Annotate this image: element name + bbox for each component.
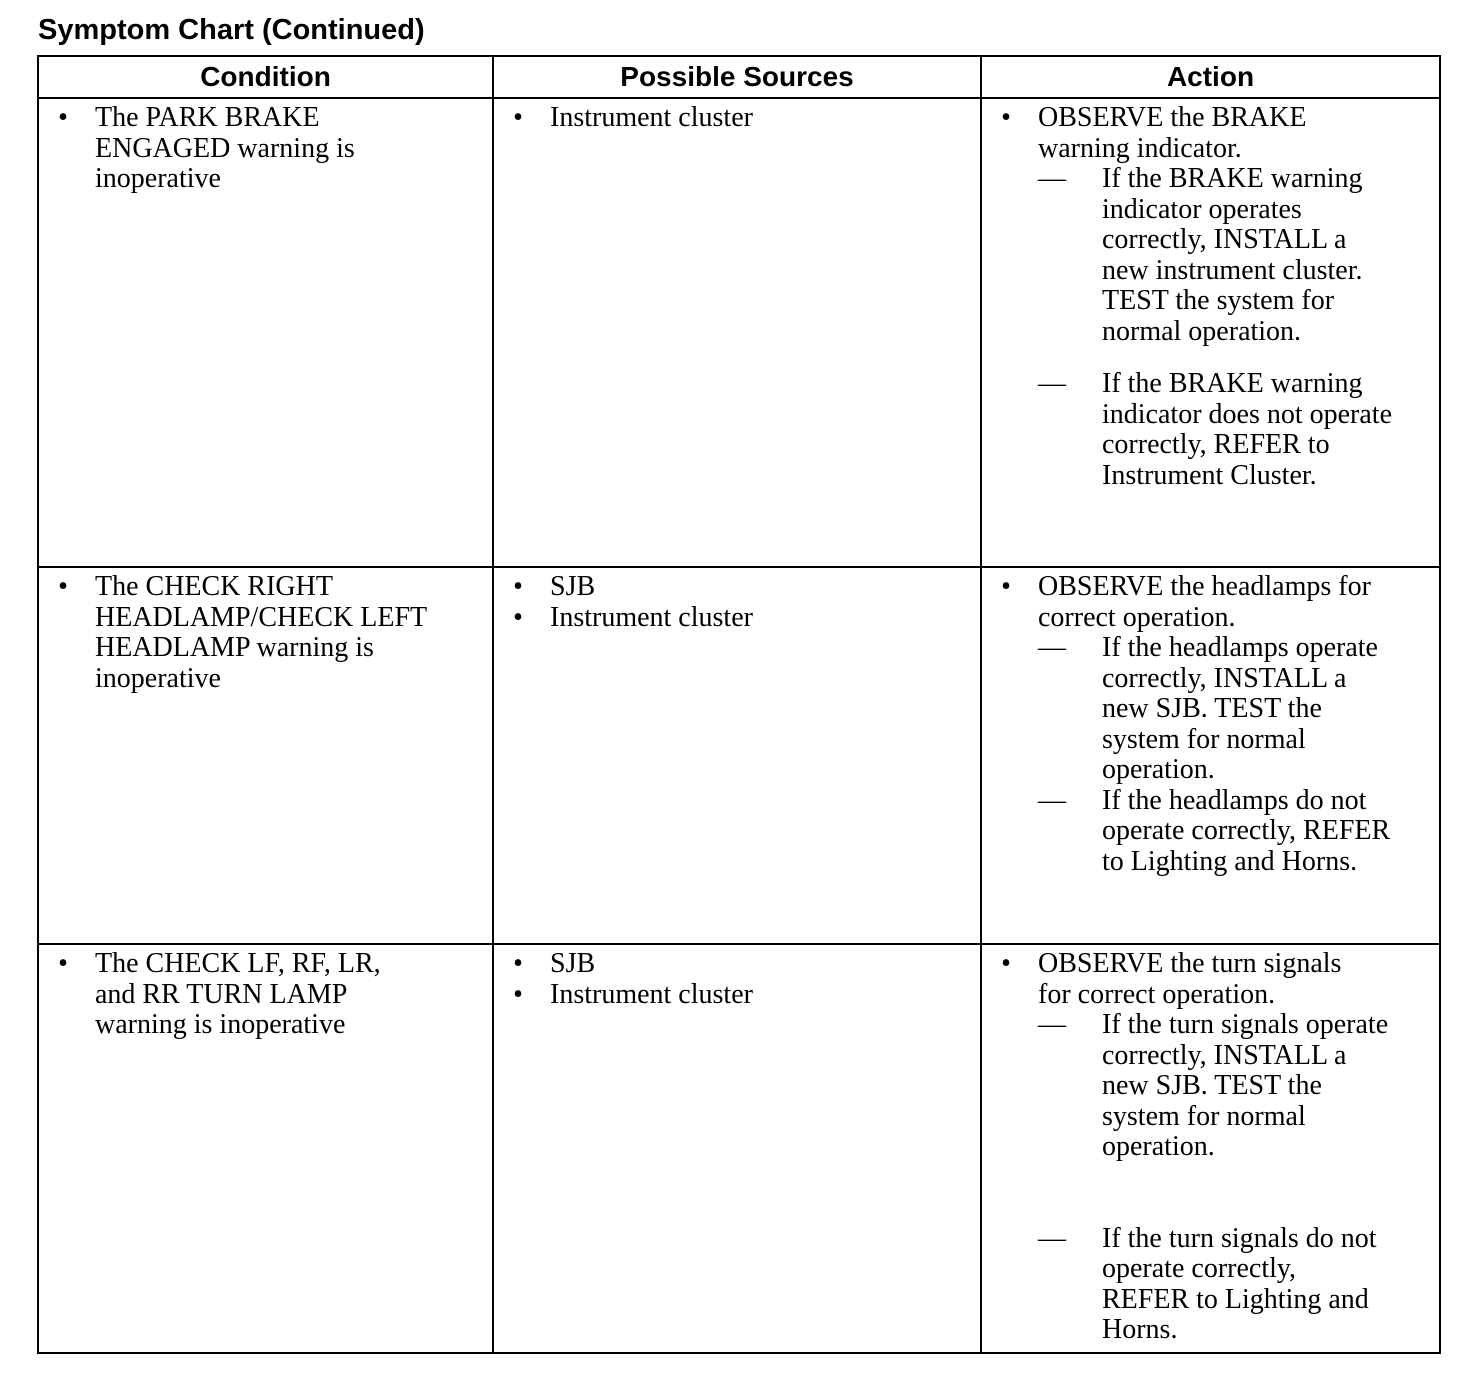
column-header-action: Action	[981, 56, 1440, 98]
condition-item: • The CHECK RIGHT HEADLAMP/CHECK LEFT HEADLAMP warning is inoperative	[39, 572, 492, 694]
action-step: — If the headlamps do not operate correctly, REFER to Lighting and Horns.	[1038, 784, 1391, 877]
bullet-icon: •	[1001, 102, 1011, 133]
sources-cell	[493, 944, 981, 1353]
dash-icon: —	[1038, 784, 1066, 816]
bullet-icon: •	[1001, 571, 1011, 602]
condition-cell	[38, 944, 493, 1353]
condition-item: • The PARK BRAKE ENGAGED warning is inoperative	[39, 103, 492, 195]
dash-icon: —	[1038, 1009, 1066, 1040]
column-header-condition: Condition	[38, 56, 493, 98]
action-step: — If the turn signals do not operate correctly, REFER to Lighting and Horns.	[1038, 1222, 1377, 1345]
bullet-icon: •	[58, 948, 68, 979]
column-header-possible-sources: Possible Sources	[493, 56, 981, 98]
action-steps	[1038, 1010, 1429, 1346]
bullet-icon: •	[513, 978, 523, 1010]
source-item: • Instrument cluster	[494, 980, 980, 1011]
source-item: • Instrument cluster	[494, 603, 980, 634]
page-title: Symptom Chart (Continued)	[38, 14, 425, 46]
dash-icon: —	[1038, 632, 1066, 663]
action-steps	[1038, 164, 1429, 491]
action-step: — If the BRAKE warning indicator does not operate correctly, REFER to Instrument Cluster.	[1038, 368, 1393, 491]
action-cell	[981, 567, 1440, 944]
action-steps	[1038, 633, 1429, 877]
dash-icon: —	[1038, 368, 1066, 399]
condition-cell	[38, 567, 493, 944]
bullet-icon: •	[513, 948, 523, 979]
table-row	[38, 98, 1440, 567]
bullet-icon: •	[513, 571, 523, 602]
action-cell	[981, 944, 1440, 1353]
table-row	[38, 567, 1440, 944]
action-item: • OBSERVE the BRAKE warning indicator. — If the BRAKE warning indicator operates correctly, INSTALL a new instrument cluster. TEST the system for normal operation. — If the BRAKE warning indicator does not operate correctly, REFER to Instrument Cluster.	[982, 103, 1439, 491]
action-item: • OBSERVE the turn signals for correct operation. — If the turn signals operate correctly, INSTALL a new SJB. TEST the system for normal operation. — If the turn signals do not operate correctly, REFER to Lighting and Horns.	[982, 949, 1439, 1346]
table-row	[38, 944, 1440, 1353]
bullet-icon: •	[58, 571, 68, 602]
sources-cell	[493, 98, 981, 567]
dash-icon: —	[1038, 1222, 1066, 1254]
bullet-icon: •	[513, 601, 523, 633]
action-step: — If the turn signals operate correctly, INSTALL a new SJB. TEST the system for normal operation.	[1038, 1009, 1389, 1162]
condition-item: • The CHECK LF, RF, LR, and RR TURN LAMP warning is inoperative	[39, 949, 492, 1041]
table-header-row	[38, 56, 1440, 98]
bullet-icon: •	[58, 102, 68, 133]
action-step: — If the headlamps operate correctly, INSTALL a new SJB. TEST the system for normal operation.	[1038, 632, 1378, 785]
action-cell	[981, 98, 1440, 567]
condition-cell	[38, 98, 493, 567]
source-item: • SJB	[494, 949, 980, 980]
source-item: • SJB	[494, 572, 980, 603]
source-item: • Instrument cluster	[494, 103, 980, 134]
symptom-chart-table	[37, 55, 1441, 1354]
bullet-icon: •	[1001, 948, 1011, 979]
dash-icon: —	[1038, 163, 1066, 194]
action-step: — If the BRAKE warning indicator operates correctly, INSTALL a new instrument cluster. TEST the system for normal operation.	[1038, 163, 1363, 347]
sources-cell	[493, 567, 981, 944]
bullet-icon: •	[513, 102, 523, 133]
action-item: • OBSERVE the headlamps for correct operation. — If the headlamps operate correctly, INSTALL a new SJB. TEST the system for normal operation. — If the headlamps do not operate correctly, REFER to Lighting and Horns.	[982, 572, 1439, 877]
